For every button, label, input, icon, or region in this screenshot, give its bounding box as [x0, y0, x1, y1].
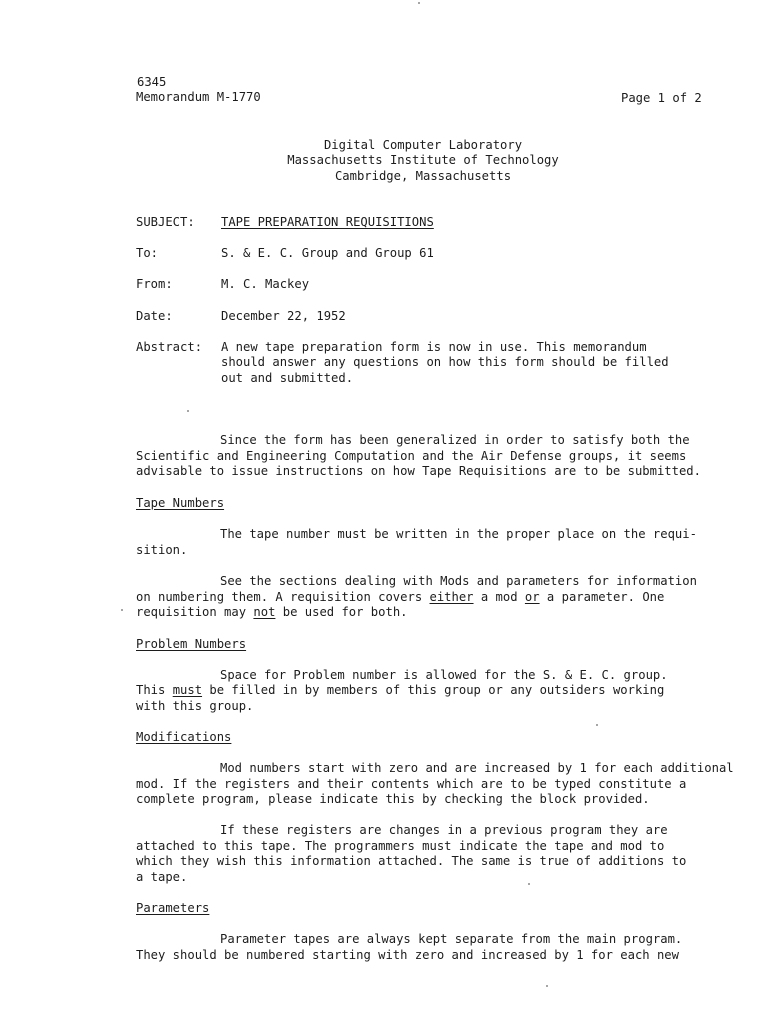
- intro-line: Scientific and Engineering Computation and the Air Defense groups, it seems: [136, 449, 687, 463]
- memo-id: Memorandum M-1770: [136, 90, 261, 104]
- subject-value: TAPE PREPARATION REQUISITIONS: [221, 215, 434, 229]
- paragraph-line: [136, 605, 408, 620]
- abstract-line: A new tape preparation form is now in use. This memorandum: [221, 340, 647, 354]
- section-heading-parameters: Parameters: [136, 901, 210, 915]
- section-heading-problem-numbers: Problem Numbers: [136, 637, 247, 651]
- intro-line: Since the form has been generalized in order to satisfy both the: [220, 433, 690, 447]
- text-run: requisition may: [136, 605, 254, 619]
- date-label: Date:: [136, 309, 173, 323]
- text-run: a parameter. One: [539, 590, 665, 604]
- paragraph-line: with this group.: [136, 699, 254, 713]
- from-label: From:: [136, 277, 173, 291]
- emphasis-either: either: [429, 590, 474, 604]
- to-value: S. & E. C. Group and Group 61: [221, 246, 434, 260]
- institution-line-1: Digital Computer Laboratory: [323, 138, 523, 152]
- paragraph-line: which they wish this information attached. The same is true of additions to: [136, 854, 687, 868]
- paragraph-line: Mod numbers start with zero and are increased by 1 for each additional: [220, 761, 734, 775]
- scan-speck: [528, 883, 530, 885]
- paragraph-line: [136, 590, 664, 605]
- paragraph-line: See the sections dealing with Mods and parameters for information: [220, 574, 697, 588]
- scan-speck: [121, 609, 123, 611]
- emphasis-not: not: [253, 605, 276, 619]
- paragraph-line: sition.: [136, 543, 188, 557]
- text-run: be used for both.: [275, 605, 408, 619]
- scan-speck: [596, 724, 598, 726]
- abstract-label: Abstract:: [136, 340, 203, 354]
- subject-label: SUBJECT:: [136, 215, 195, 229]
- paragraph-line: Space for Problem number is allowed for the S. & E. C. group.: [220, 668, 668, 682]
- institution-line-2: Massachusetts Institute of Technology: [287, 153, 559, 167]
- emphasis-must: must: [172, 683, 203, 697]
- paragraph-line: complete program, please indicate this by checking the block provided.: [136, 792, 650, 806]
- paragraph-line: The tape number must be written in the proper place on the requi-: [220, 527, 697, 541]
- paragraph-line: attached to this tape. The programmers must indicate the tape and mod to: [136, 839, 665, 853]
- text-run: be filled in by members of this group or any outsiders working: [202, 683, 665, 697]
- scan-speck: [187, 410, 189, 412]
- paragraph-line: [136, 683, 664, 698]
- emphasis-or: or: [524, 590, 540, 604]
- paragraph-line: If these registers are changes in a previous program they are: [220, 823, 668, 837]
- scan-speck: [418, 2, 420, 4]
- abstract-line: out and submitted.: [221, 371, 354, 385]
- section-heading-modifications: Modifications: [136, 730, 232, 744]
- scan-speck: [546, 985, 548, 987]
- date-value: December 22, 1952: [221, 309, 346, 323]
- to-label: To:: [136, 246, 159, 260]
- section-heading-tape-numbers: Tape Numbers: [136, 496, 225, 510]
- text-run: This: [136, 683, 173, 697]
- text-run: a mod: [473, 590, 525, 604]
- from-value: M. C. Mackey: [221, 277, 310, 291]
- paragraph-line: mod. If the registers and their contents which are to be typed constitute a: [136, 777, 687, 791]
- abstract-line: should answer any questions on how this form should be filled: [221, 355, 669, 369]
- text-run: on numbering them. A requisition covers: [136, 590, 430, 604]
- paragraph-line: They should be numbered starting with zero and increased by 1 for each new: [136, 948, 679, 962]
- doc-number: 6345: [137, 75, 167, 89]
- institution-line-3: Cambridge, Massachusetts: [334, 169, 512, 183]
- paragraph-line: a tape.: [136, 870, 188, 884]
- page-number: Page 1 of 2: [621, 91, 702, 105]
- paragraph-line: Parameter tapes are always kept separate from the main program.: [220, 932, 683, 946]
- intro-line: advisable to issue instructions on how Tape Requisitions are to be submitted.: [136, 464, 701, 478]
